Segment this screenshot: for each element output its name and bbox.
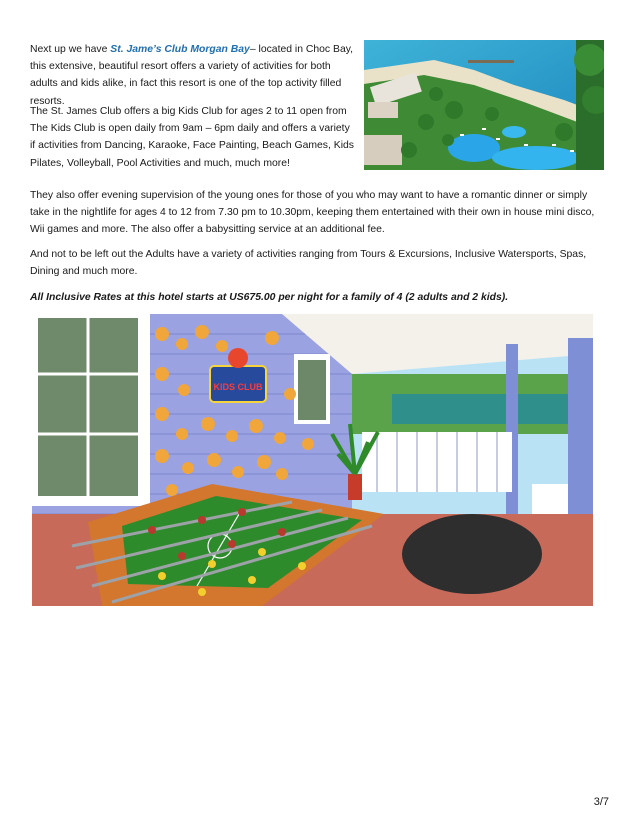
kids-club-photo — [32, 314, 593, 606]
kids-club-sign: KIDS CLUB — [213, 382, 263, 392]
resort-aerial-photo — [364, 40, 604, 170]
intro-lead: Next up we have — [30, 44, 111, 55]
adults-activities-paragraph: And not to be left out the Adults have a variety of activities ranging from Tours & Excursions, Inclusive Watersports, Spas, Dining and much more. — [30, 249, 587, 278]
intro-rest: – located in Choc Bay, this extensive, beautiful resort offers a variety of activities for both adults and kids alike, in fact this resort is one of the top activity filled resorts. — [30, 44, 354, 107]
evening-supervision-paragraph: They also offer evening supervision of the young ones for those of you who may want to have a romantic dinner or simply take in the nightlife for ages 4 to 12 from 7.30 pm to 10.30pm, keeping them entertained with their own in house mini disco, Wii games and more. The also offer a babysitting service at an additional fee. — [30, 190, 595, 236]
page-number: 3/7 — [593, 796, 609, 808]
rates-paragraph: All Inclusive Rates at this hotel starts at US675.00 per night for a family of 4 (2 adults and 2 kids). — [30, 292, 509, 303]
kids-club-paragraph: The St. James Club offers a big Kids Club for ages 2 to 11 open from The Kids Club is open daily from 9am – 6pm daily and offers a variety if activities from Dancing, Karaoke, Face Painting, Beach Games, Kids Pilates, Volleyball, Pool Activities and much, much more! — [30, 106, 354, 169]
intro-paragraph — [30, 41, 355, 110]
resort-name-link[interactable]: St. Jame’s Club Morgan Bay — [110, 44, 250, 55]
